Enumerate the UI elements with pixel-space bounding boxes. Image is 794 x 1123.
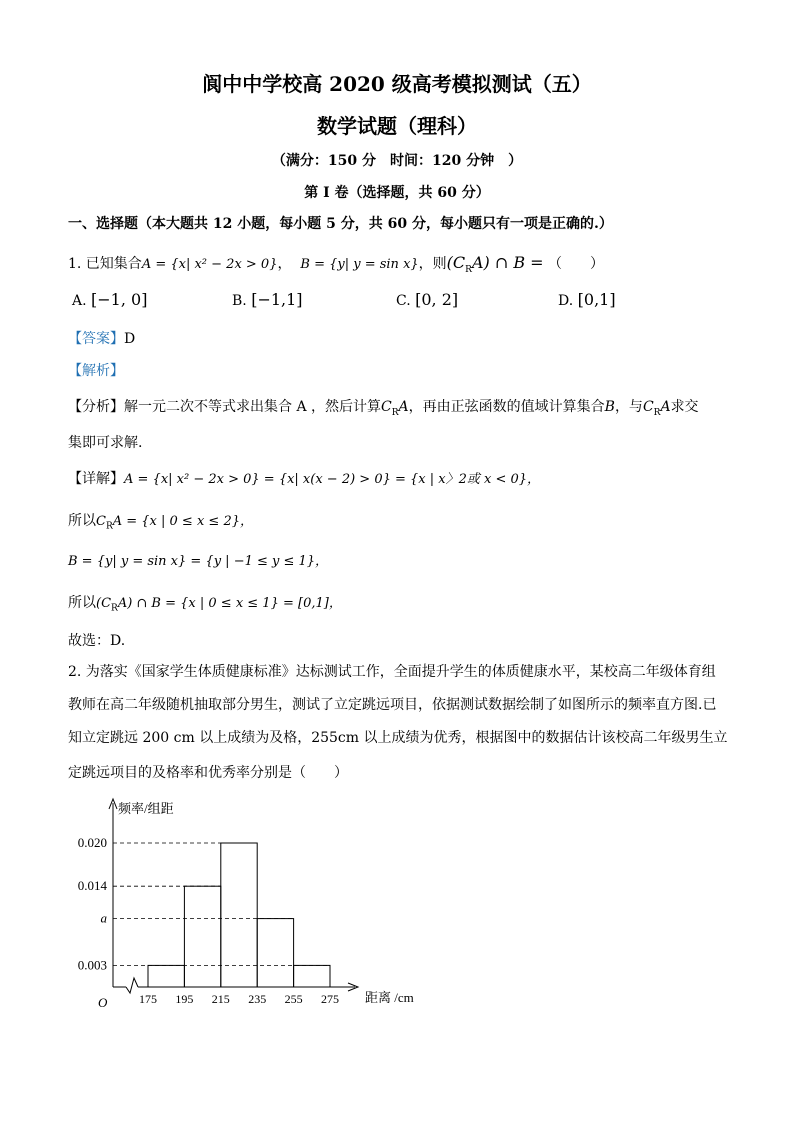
q1-option-d: D. [0,1] — [558, 290, 616, 309]
q1-fenxi: 【分析】解一元二次不等式求出集合 A ，然后计算$C_RA$，再由正弦函数的值域计算集合B，与$C_RA$求交 — [68, 399, 699, 418]
q1-set-b: B = {y| y = sin x} — [300, 257, 419, 272]
frequency-histogram — [60, 795, 440, 1020]
q1-answer — [68, 328, 135, 348]
q1-detail-2: 所以$C_RA = \{x$ | 0 ≤ x ≤ 2}， — [68, 513, 253, 532]
y-tick-label: 0.014 — [77, 878, 107, 894]
q1-expr: $(C_RA)$ ∩ B = — [446, 253, 544, 276]
histogram-bar — [184, 886, 220, 987]
exam-info: （满分：150 分 时间：120 分钟 ） — [271, 153, 523, 169]
y-tick-label: 0.020 — [77, 835, 107, 850]
x-tick-label: 235 — [248, 992, 267, 1006]
x-axis-label: 距离 /cm — [365, 990, 414, 1005]
volume-heading: 第 I 卷（选择题，共 60 分） — [304, 185, 490, 201]
x-tick-label: 175 — [139, 992, 157, 1006]
x-tick-label: 195 — [175, 992, 194, 1006]
y-tick-label: 0.003 — [77, 957, 107, 973]
q1-detail-3: B = {y| y = sin x} = {y | −1 ≤ y ≤ 1}， — [68, 554, 329, 569]
q1-detail-4: 所以$(C_RA)$ ∩ B = {x | 0 ≤ x ≤ 1} = [0,1]， — [68, 595, 342, 614]
histogram-bar — [148, 965, 184, 987]
q2-line-4: 定跳远项目的及格率和优秀率分别是（ ） — [68, 765, 348, 781]
histogram-bar — [294, 965, 330, 987]
q2-line-2: 教师在高二年级随机抽取部分男生，测试了立定跳远项目，依据测试数据绘制了如图所示的频率直方图.已 — [68, 697, 717, 713]
histogram-bar — [257, 919, 293, 987]
x-tick-label: 275 — [321, 992, 339, 1006]
q1-fenxi-line2: 集即可求解. — [68, 435, 143, 451]
answer-tag: 【答案】 — [68, 331, 124, 347]
section-heading: 一、选择题（本大题共 12 小题，每小题 5 分，共 60 分，每小题只有一项是正确的.） — [68, 216, 613, 232]
exam-subtitle: 数学试题（理科） — [317, 114, 477, 138]
origin-label: O — [98, 995, 108, 1010]
q1-analysis — [68, 360, 124, 380]
q1-blank: （ ） — [548, 256, 605, 272]
q1-option-c: C. [0, 2] — [396, 290, 459, 309]
q2-line-1: 2. 为落实《国家学生体质健康标准》达标测试工作，全面提升学生的体质健康水平，某校高二年级体育组 — [68, 664, 716, 680]
q1-option-b: B. [−1,1] — [232, 290, 303, 309]
fenxi-tag: 【分析】 — [68, 399, 124, 415]
q2-line-3: 知立定跳远 200 cm 以上成绩为及格，255cm 以上成绩为优秀，根据图中的数据估计该校高二年级男生立 — [68, 730, 728, 746]
q1-detail-1: 【详解】A = {x| x² − 2x > 0} = {x| x(x − 2) > 0} = {x | x〉2或 x < 0}， — [68, 471, 541, 487]
q1-set-a: A = {x| x² − 2x > 0} — [141, 257, 278, 272]
q1-conclusion: 故选：D. — [68, 633, 126, 649]
analysis-tag: 【解析】 — [68, 363, 124, 379]
x-tick-label: 255 — [284, 992, 303, 1006]
y-tick-label: a — [100, 910, 107, 926]
axis-break-mark — [126, 978, 138, 993]
q1-stem-then: ，则 — [418, 256, 447, 272]
q1-option-a: A. [−1, 0] — [72, 290, 148, 309]
y-axis-label: 频率/组距 — [118, 801, 174, 816]
q1-stem-prefix: 1. 已知集合 — [68, 256, 142, 272]
exam-title: 阆中中学校高 2020 级高考模拟测试（五） — [202, 72, 592, 96]
q1-stem: 1. 已知集合A = {x| x² − 2x > 0}， B = {y| y = sin x}，则$(C_RA)$ ∩ B = （ ） — [68, 253, 605, 276]
x-tick-label: 215 — [211, 992, 230, 1006]
answer-value: D — [124, 331, 136, 347]
detail-tag: 【详解】 — [68, 471, 124, 487]
